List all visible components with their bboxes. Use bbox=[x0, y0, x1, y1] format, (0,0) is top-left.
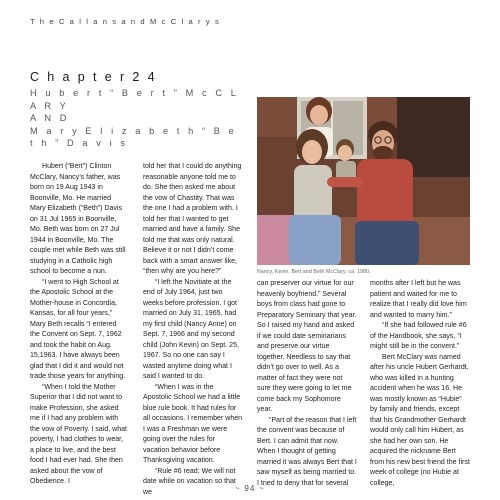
chapter-subtitle-line: H u b e r t “ B e r t ” M c C L A R Y bbox=[30, 88, 239, 111]
family-photo bbox=[257, 97, 470, 265]
paragraph: told her that I could do anything reasonable anyone told me to do. She then asked me about the vow of Chastity. That was the one I had a problem with. I told her that I wanted to get married and have a family. She told me that was only natural. Believe it or not I didn’t come back with a smart answer like, “then why are you here?” bbox=[143, 163, 242, 275]
paragraph: Hubert (“Bert”) Clinton McClary, Nancy’s father, was born on 19 Aug 1943 in Boonville, Mo. He married Mary Elizabeth (“Beth”) Davis on 31 Jul 1965 in Boonville, Mo. Beth was born on 27 Jul 1944 in Boonville, Mo. The couple met while Beth was still studying in a Catholic high school to become a nun. bbox=[30, 163, 126, 275]
text-column-1 bbox=[30, 162, 128, 488]
chapter-title: C h a p t e r 2 4 bbox=[30, 70, 157, 84]
text-column-2 bbox=[143, 162, 243, 498]
paragraph: can preserver our virtue for our heavenly boyfriend.” Several boys from class had gone to Preparatory Seminary that year. So I raised my hand and asked if we could date seminarians and preserve our virtue together. Needless to say that didn’t go over to well. As a matter of fact they were not sure they were going to let me come back my Sophomore year. bbox=[257, 280, 357, 413]
paragraph: “When I told the Mother Superior that I did not want to make Profession, she asked me if I had any problem with the vow of Poverty. I said, what poverty, I had clothes to wear, a place to live, and the best food I had ever had. She then asked about the vow of Obedience. I bbox=[30, 383, 128, 485]
family-photo-illustration bbox=[257, 97, 470, 265]
chapter-subtitle-line: M a r y E l i z a b e t h “ B e t h ” D a v i s bbox=[30, 125, 237, 148]
paragraph: “I left the Novitiate at the end of July 1964, just two weeks before profession. I got married on July 31, 1965, had my first child (Nancy Anne) on Sept. 7, 1966 and my second child (John Kevin) on Sept. 25, 1967. So no one can say I wasted anytime doing what I said I wanted to do. bbox=[143, 278, 239, 380]
chapter-subtitle-line: A N D bbox=[30, 113, 70, 123]
paragraph: “I went to High School at the Apostolic School at the Mother-house in Concordia, Kansas, for all four years,” Mary Beth recalls “I entered the Convent on Sept. 7, 1962 and took the habit on Aug. 15,1963. I have always been glad that I did it and would not trade those years for anything. bbox=[30, 278, 126, 380]
paragraph: Bert McClary was named after his uncle Hubert Gerhardt, who was killed in a hunting accident when he was 16. He was mostly known as “Hubie” by family and friends, except that his Grandmother Gerhardt would only call him Hubert, as she had her own son. He acquired the nickname Bert from his new best friend the first week of college (no Hubie at college, bbox=[370, 353, 470, 487]
paragraph: months after I left but he was patient and waited for me to realize that I really did love him and wanted to marry him.” bbox=[370, 280, 467, 319]
paragraph: “Part of the reason that I left the convent was because of Bert. I can admit that now. When I thought of getting married it was always Bert that I saw myself as being married to. I tried to deny that for several bbox=[257, 416, 357, 487]
paragraph: “If she had followed rule #6 of the Handbook, she says, “I might still be in the convent.” bbox=[370, 322, 467, 350]
running-head: T h e C a l l a n s a n d M c C l a r y s bbox=[30, 17, 221, 26]
chapter-heading bbox=[30, 70, 245, 150]
page-number: ~ 94 ~ bbox=[235, 484, 265, 493]
paragraph: “When I was in the Apostolic School we had a little blue rule book. It had rules for all occasions. I remember when I was a Freshman we were going over the rules for vacation behavior before Thanksgiving vacation. bbox=[143, 383, 243, 464]
chapter-subtitle bbox=[30, 87, 245, 150]
paragraph: “Rule #6 read: We will not date while on vacation so that we bbox=[143, 467, 236, 496]
text-column-3 bbox=[257, 279, 357, 489]
photo-caption: Nancy, Kevin, Bert and Beth McClary, ca. 1980. bbox=[257, 269, 371, 275]
text-column-4 bbox=[370, 279, 470, 489]
